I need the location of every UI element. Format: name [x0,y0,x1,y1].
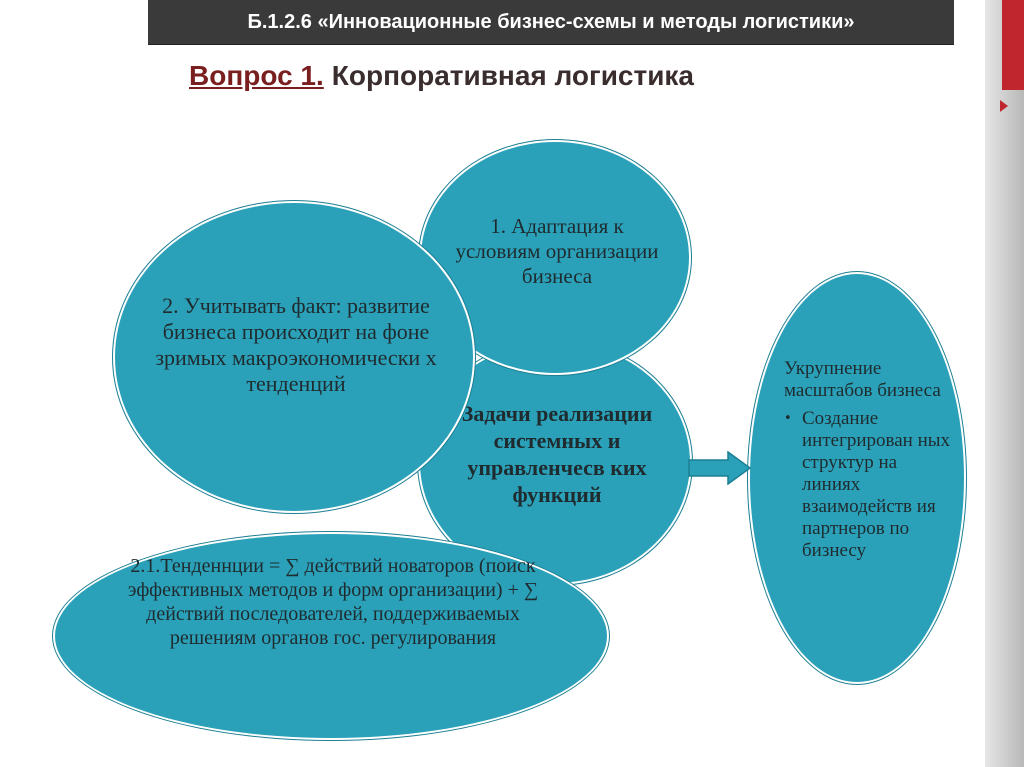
page-title [189,60,694,100]
title-prefix: Вопрос 1. [189,60,324,91]
title-text: Корпоративная логистика [331,60,694,91]
trends-ellipse [53,532,609,740]
enlargement-content [784,358,954,562]
enlargement-bullet-text: Создание интегрирован ных структур на линиях взаимодейств ия партнеров по бизнесу [802,408,951,561]
enlargement-ellipse [748,272,966,684]
enlargement-heading: Укрупнение масштабов бизнеса [784,358,941,401]
fact-circle [113,201,475,513]
enlargement-bullet [784,408,954,562]
banner [148,0,954,45]
accent-tab [1002,0,1024,90]
banner-text: Б.1.2.6 «Инновационные бизнес-схемы и методы логистики» [247,10,855,33]
adaptation-text: 1. Адаптация к условиям организации бизнеса [455,214,659,288]
right-arrow-icon [688,451,752,485]
accent-arrow-icon [1000,100,1008,112]
slide-right-edge [985,0,1024,767]
trends-text: 2.1.Тенденнции = ∑ действий новаторов (поиск эффективных методов и форм организации) + ∑ действий последователей, поддерживаемых решениям органов гос. регулирования [127,555,539,649]
fact-text: 2. Учитывать факт: развитие бизнеса происходит на фоне зримых макроэкономически х тенденций [155,293,437,396]
center-text: Задачи реализации системных и управленчесв ких функций [461,401,653,507]
bullet-icon: • [784,411,792,426]
